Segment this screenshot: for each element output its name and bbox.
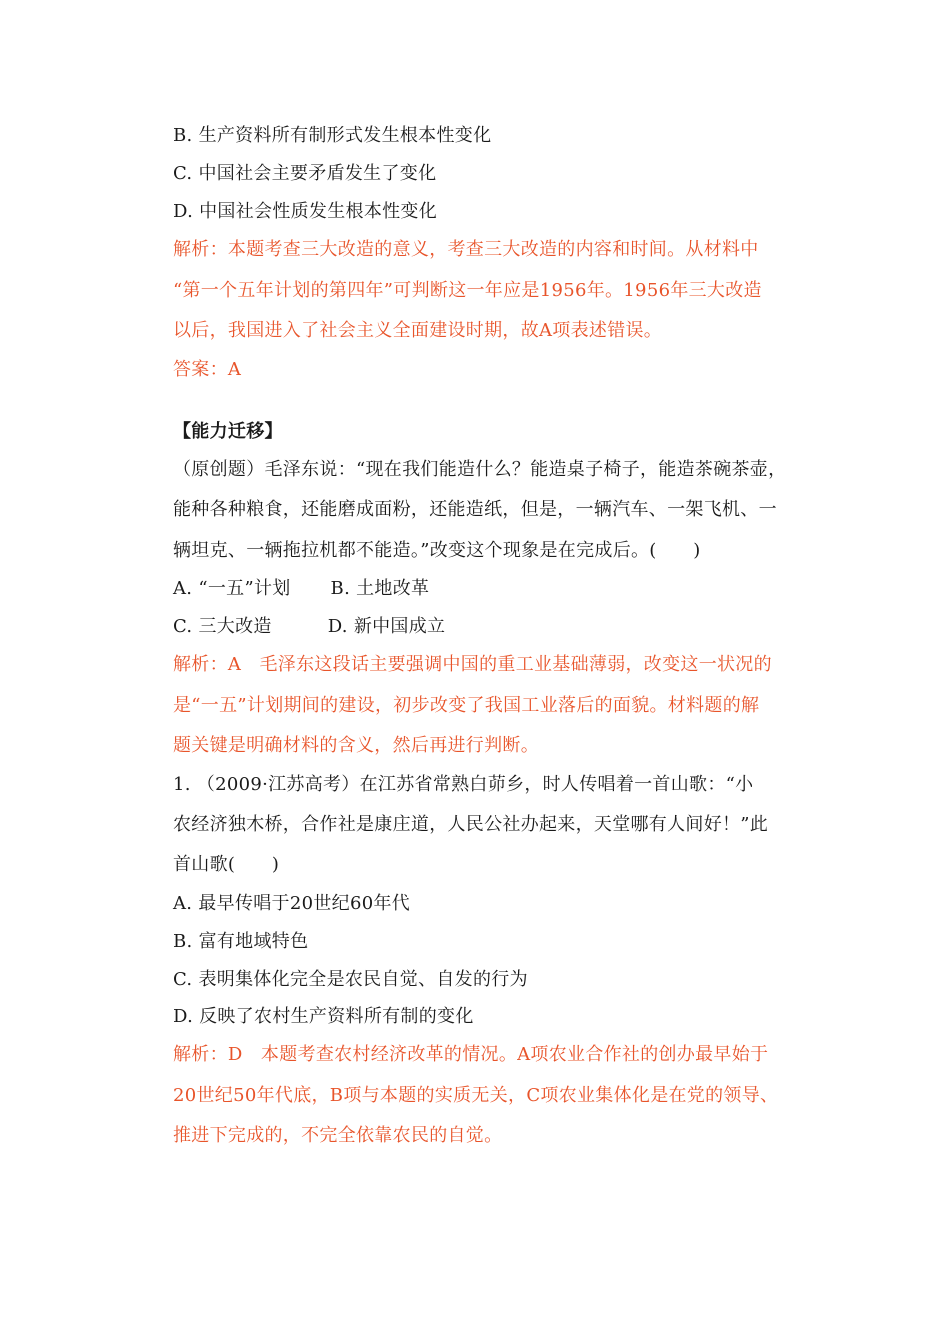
option-b: B. 土地改革 <box>330 578 430 599</box>
option-c: C. 中国社会主要矛盾发生了变化 <box>173 163 437 184</box>
question-text: 能种各种粮食，还能磨成面粉，还能造纸，但是，一辆汽车、一架飞机、一 <box>173 499 777 520</box>
option-a: A. 最早传唱于20世纪60年代 <box>173 893 411 914</box>
option-d: D. 中国社会性质发生根本性变化 <box>173 201 438 222</box>
option-b: B. 富有地域特色 <box>173 931 309 952</box>
analysis-line: 解析：D 本题考查农村经济改革的情况。A项农业合作社的创办最早始于 <box>173 1044 769 1065</box>
analysis-line: 是“一五”计划期间的建设，初步改变了我国工业落后的面貌。材料题的解 <box>173 695 760 716</box>
question-text: 辆坦克、一辆拖拉机都不能造。”改变这个现象是在完成后。( ) <box>173 540 701 561</box>
question-text: 1. （2009·江苏高考）在江苏省常熟白茆乡，时人传唱着一首山歌：“小 <box>173 774 754 795</box>
question-text: （原创题）毛泽东说：“现在我们能造什么？能造桌子椅子，能造茶碗茶壶， <box>173 459 787 480</box>
analysis-line: 解析：A 毛泽东这段话主要强调中国的重工业基础薄弱，改变这一状况的 <box>173 654 772 675</box>
section-title: 【能力迁移】 <box>173 421 283 442</box>
option-row <box>173 615 445 639</box>
option-c: C. 表明集体化完全是农民自觉、自发的行为 <box>173 969 528 990</box>
answer-line: 答案：A <box>173 359 242 380</box>
analysis-line: “第一个五年计划的第四年”可判断这一年应是1956年。1956年三大改造 <box>173 280 762 301</box>
analysis-line: 推进下完成的，不完全依靠农民的自觉。 <box>173 1125 503 1146</box>
option-c: C. 三大改造 <box>173 616 272 637</box>
analysis-line: 20世纪50年代底，B项与本题的实质无关，C项农业集体化是在党的领导、 <box>173 1085 779 1106</box>
option-d: D. 新中国成立 <box>327 616 446 637</box>
analysis-line: 以后，我国进入了社会主义全面建设时期，故A项表述错误。 <box>173 320 663 341</box>
option-d: D. 反映了农村生产资料所有制的变化 <box>173 1006 474 1027</box>
option-b: B. 生产资料所有制形式发生根本性变化 <box>173 125 492 146</box>
question-text: 农经济独木桥，合作社是康庄道，人民公社办起来，天堂哪有人间好！”此 <box>173 814 769 835</box>
option-row <box>173 577 429 601</box>
analysis-line: 解析：本题考查三大改造的意义，考查三大改造的内容和时间。从材料中 <box>173 239 759 260</box>
question-text: 首山歌( ) <box>173 854 280 875</box>
analysis-line: 题关键是明确材料的含义，然后再进行判断。 <box>173 735 539 756</box>
option-a: A. “一五”计划 <box>173 578 291 599</box>
